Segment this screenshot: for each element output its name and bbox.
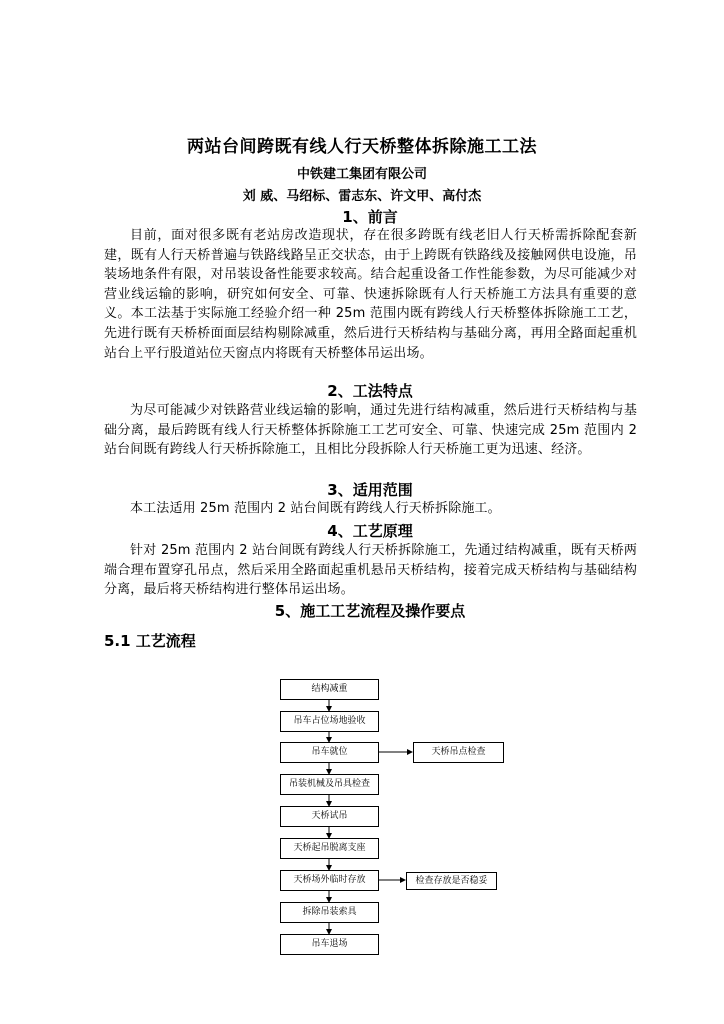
section-heading-scope: 3、适用范围 xyxy=(327,481,413,499)
section-paragraph-scope: 本工法适用 25m 范围内 2 站台间既有跨线人行天桥拆除施工。 xyxy=(130,501,501,516)
flow-step-2: 吊车占位场地验收 xyxy=(280,711,379,732)
flow-step-6: 天桥起吊脱离支座 xyxy=(280,838,379,859)
flow-step-5: 天桥试吊 xyxy=(280,806,379,827)
flow-step-3: 吊车就位 xyxy=(280,742,379,763)
section-heading-intro: 1、前言 xyxy=(342,208,398,226)
section-paragraph-features: 为尽可能减少对铁路营业线运输的影响，通过先进行结构减重，然后进行天桥结构与基础分离，最后跨既有线人行天桥整体拆除施工工艺可安全、可靠、快速完成 25m 范围内 2 站台间既有跨线人行天桥拆除施工，且相比分段拆除人行天桥施工更为迅速、经济。 xyxy=(104,403,637,458)
section-heading-principle: 4、工艺原理 xyxy=(327,522,413,540)
flow-step-9: 吊车退场 xyxy=(280,934,379,955)
document-title: 两站台间跨既有线人行天桥整体拆除施工工法 xyxy=(187,137,537,157)
flow-side-note-2: 检查存放是否稳妥 xyxy=(406,872,497,890)
authors: 刘 威、马绍标、雷志东、许文甲、高付杰 xyxy=(242,189,482,204)
flow-side-note-1: 天桥吊点检查 xyxy=(413,742,504,763)
section-paragraph-principle: 针对 25m 范围内 2 站台间既有跨线人行天桥拆除施工，先通过结构减重，既有天桥两端合理布置穿孔吊点，然后采用全路面起重机悬吊天桥结构，接着完成天桥结构与基础结构分离，最后将天桥结构进行整体吊运出场。 xyxy=(104,543,637,598)
organization: 中铁建工集团有限公司 xyxy=(296,167,427,182)
flow-step-8: 拆除吊装索具 xyxy=(280,902,379,923)
flow-step-1: 结构减重 xyxy=(280,679,379,700)
flow-step-7: 天桥场外临时存放 xyxy=(280,870,379,891)
section-heading-process: 5、施工工艺流程及操作要点 xyxy=(274,602,466,620)
section-heading-features: 2、工法特点 xyxy=(327,382,413,400)
section-paragraph-intro: 目前，面对很多既有老站房改造现状，存在很多跨既有线老旧人行天桥需拆除配套新建，既有人行天桥普遍与铁路线路呈正交状态，由于上跨既有铁路线及接触网供电设施，吊装场地条件有限，对吊装设备性能要求较高。结合起重设备工作性能参数，为尽可能减少对营业线运输的影响，研究如何安全、可靠、快速拆除既有人行天桥施工方法具有重要的意义。本工法基于实际施工经验介绍一种 25m 范围内既有跨线人行天桥整体拆除施工工艺，先进行既有天桥桥面面层结构剔除减重，然后进行天桥结构与基础分离，再用全路面起重机站台上平行股道站位天窗点内将既有天桥整体吊运出场。 xyxy=(104,228,637,361)
subsection-heading-flow: 5.1 工艺流程 xyxy=(104,632,196,650)
flow-step-4: 吊装机械及吊具检查 xyxy=(280,774,379,795)
